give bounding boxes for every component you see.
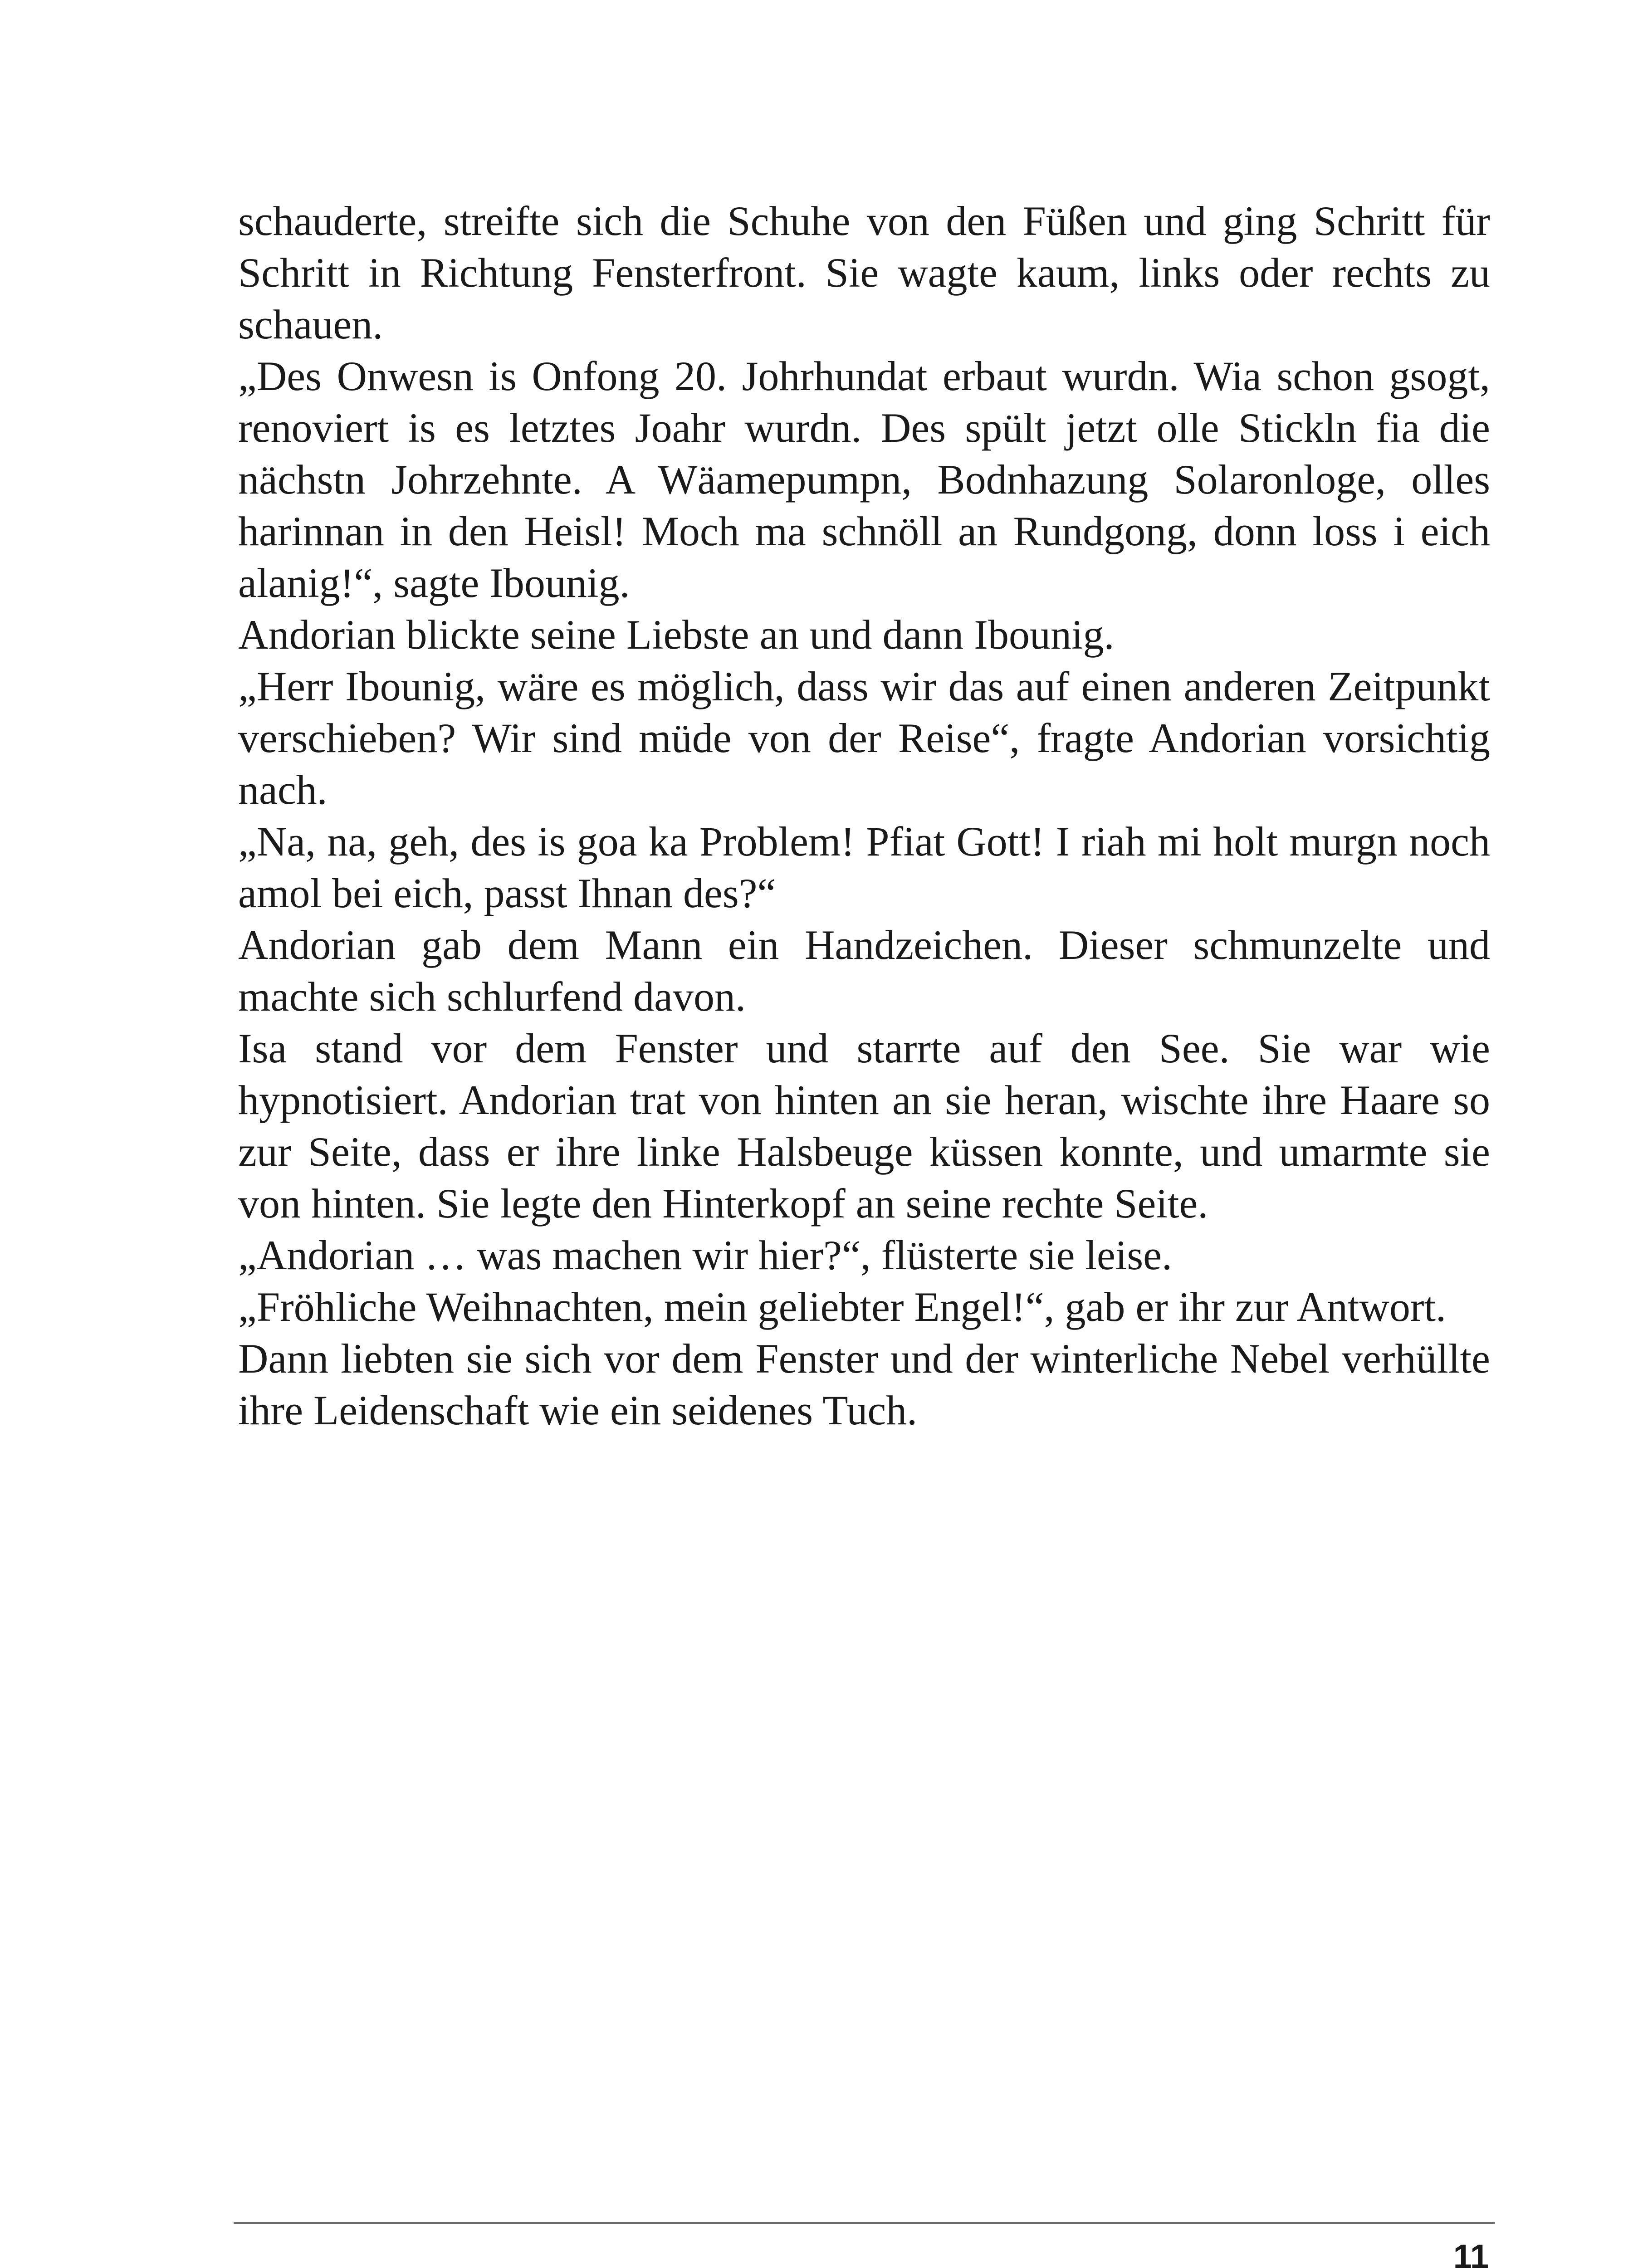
paragraph: Dann liebten sie sich vor dem Fenster und der winterliche Nebel verhüllte ihre Leidenschaft wie ein seidenes Tuch.	[238, 1335, 1490, 1433]
paragraph: „Andorian … was machen wir hier?“, flüsterte sie leise.	[238, 1232, 1172, 1278]
paragraph: Andorian gab dem Mann ein Handzeichen. Dieser schmunzelte und machte sich schlurfend davon.	[238, 922, 1490, 1020]
paragraph: Andorian blickte seine Liebste an und dann Ibounig.	[238, 611, 1115, 658]
paragraph: Isa stand vor dem Fenster und starrte auf den See. Sie war wie hypnotisiert. Andorian trat von hinten an sie heran, wischte ihre Haare so zur Seite, dass er ihre linke Halsbeuge küssen konnte, und umarmte sie von hinten. Sie legte den Hinterkopf an seine rechte Seite.	[238, 1025, 1490, 1227]
paragraph: „Herr Ibounig, wäre es möglich, dass wir das auf einen anderen Zeitpunkt verschieben? Wir sind müde von der Reise“, fragte Andorian vorsichtig nach.	[238, 663, 1490, 813]
paragraph: „Fröhliche Weihnachten, mein geliebter Engel!“, gab er ihr zur Antwort.	[238, 1284, 1447, 1330]
footer-divider	[234, 2222, 1495, 2224]
paragraph: schauderte, streifte sich die Schuhe von den Füßen und ging Schritt für Schritt in Richtung Fensterfront. Sie wagte kaum, links oder rechts zu schauen.	[238, 198, 1490, 347]
page-number: 11	[1453, 2238, 1489, 2268]
body-text	[238, 195, 1490, 1436]
paragraph: „Na, na, geh, des is goa ka Problem! Pfiat Gott! I riah mi holt murgn noch amol bei eich, passt Ihnan des?“	[238, 818, 1490, 916]
paragraph: „Des Onwesn is Onfong 20. Johrhundat erbaut wurdn. Wia schon gsogt, renoviert is es letztes Joahr wurdn. Des spült jetzt olle Stickln fia die nächstn Johrzehnte. A Wäamepumpn, Bodnhazung Solaronloge, olles harinnan in den Heisl! Moch ma schnöll an Rundgong, donn loss i eich alanig!“, sagte Ibounig.	[238, 353, 1490, 606]
